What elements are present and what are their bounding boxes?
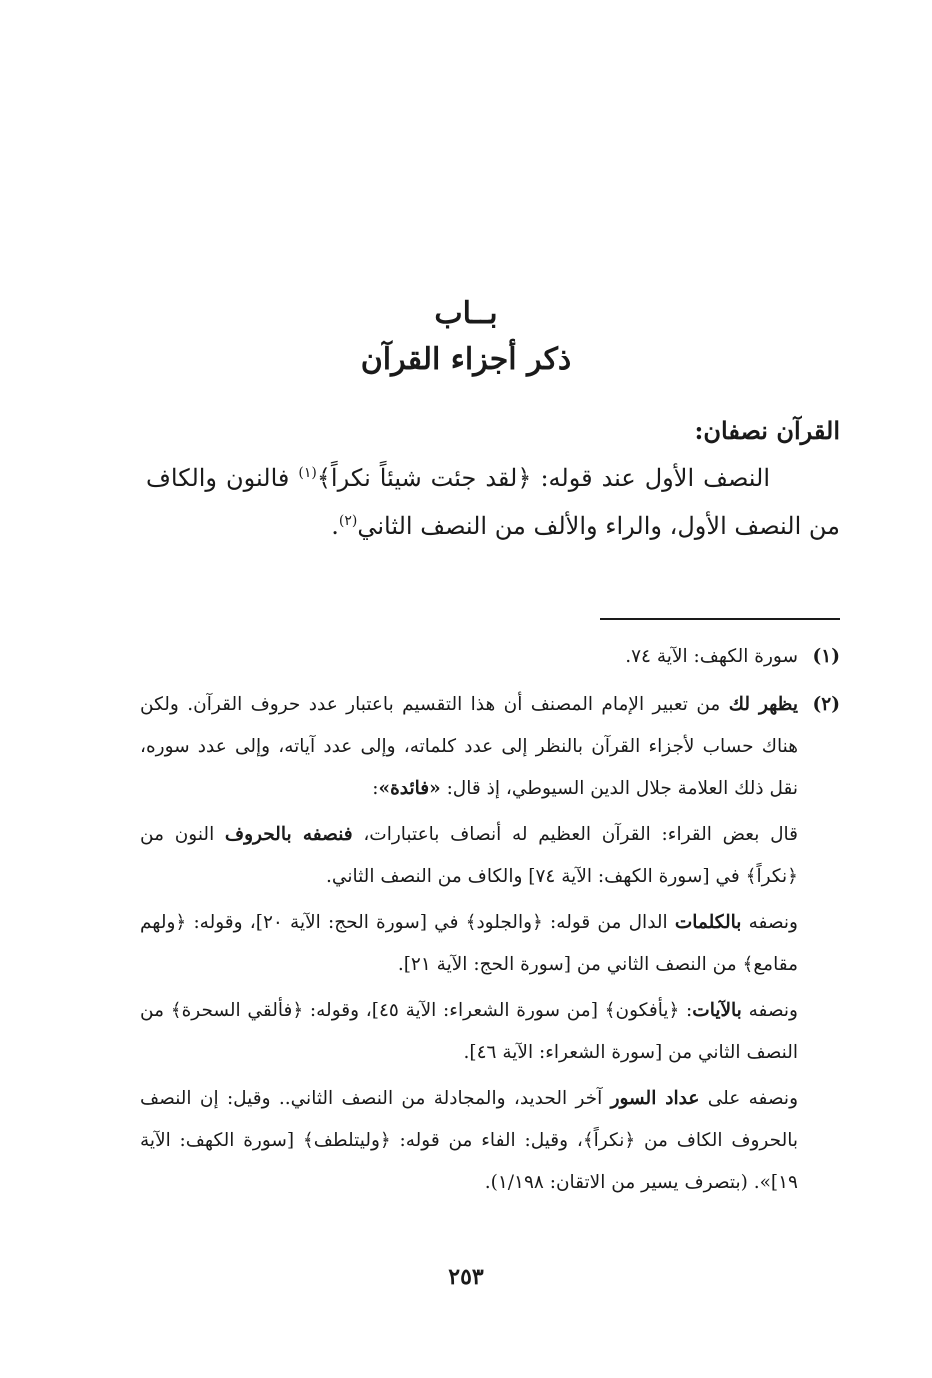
section-heading: القرآن نصفان: — [694, 416, 840, 445]
bold-text: بالكلمات — [674, 912, 742, 933]
footnote-1 — [140, 636, 840, 678]
footnote-number: (١) — [812, 646, 840, 667]
main-text-part-3: . — [331, 512, 339, 540]
main-text — [146, 454, 840, 550]
bold-text: فنصفه بالحروف — [224, 824, 353, 845]
footnote-separator — [600, 618, 840, 620]
footnote-paragraph — [140, 990, 798, 1074]
footnote-text: سورة الكهف: الآية ٧٤. — [625, 646, 798, 667]
chapter-title: ذكر أجزاء القرآن — [360, 342, 572, 377]
footnote-text: النون من ﴿نكراً﴾ في [سورة الكهف: الآية ٧٤] والكاف من النصف الثاني. — [140, 824, 798, 887]
footnote-text: الدال من قوله: ﴿والجلود﴾ في [سورة الحج: الآية ٢٠]، وقوله: ﴿ولهم مقامع﴾ من النصف الثاني من [سورة الحج: الآية ٢١]. — [140, 912, 798, 975]
bold-text: يظهر لك — [728, 694, 798, 715]
footnote-text: : ﴿يأفكون﴾ [من سورة الشعراء: الآية ٤٥]، وقوله: ﴿فألقي السحرة﴾ من النصف الثاني من [سورة الشعراء: الآية ٤٦]. — [140, 1000, 798, 1063]
bold-text: عداد السور — [610, 1088, 700, 1109]
footnotes — [140, 636, 840, 1208]
footnote-paragraph — [140, 1078, 798, 1204]
footnote-number: (٢) — [812, 694, 840, 715]
bold-text: «فائدة» — [378, 778, 441, 799]
footnote-paragraph — [140, 684, 798, 810]
footnote-2 — [140, 684, 840, 1204]
footnote-text: ونصفه على — [699, 1088, 799, 1109]
chapter-label: بــاب — [434, 296, 498, 331]
main-paragraph — [146, 454, 840, 550]
main-text-part-2: فالنون والكاف من النصف الأول، والراء والألف من النصف الثاني — [146, 464, 840, 540]
footnote-text: من تعبير الإمام المصنف أن هذا التقسيم باعتبار عدد حروف القرآن. ولكن هناك حساب لأجزاء القرآن بالنظر إلى عدد كلماته، وإلى عدد آياته، وإلى عدد سوره، نقل ذلك العلامة جلال الدين السيوطي، إذ قال: — [140, 694, 798, 799]
bold-text: بالآيات — [692, 1000, 742, 1021]
footnote-text: آخر الحديد، والمجادلة من النصف الثاني.. وقيل: إن النصف بالحروف الكاف من ﴿نكراً﴾، وقيل: الفاء من قوله: ﴿وليتلطف﴾ [سورة الكهف: الآية ١٩]». (بتصرف يسير من الاتقان: ١/١٩٨). — [140, 1088, 798, 1193]
footnote-ref-2: (٢) — [338, 513, 358, 529]
footnote-text: : — [372, 778, 379, 799]
footnote-paragraph — [140, 902, 798, 986]
footnote-text: ونصفه — [741, 912, 798, 933]
page-number: ٢٥٣ — [448, 1264, 484, 1290]
footnote-text: ونصفه — [741, 1000, 798, 1021]
footnote-ref-1: (١) — [298, 465, 317, 481]
footnote-paragraph — [140, 814, 798, 898]
footnote-text: قال بعض القراء: القرآن العظيم له أنصاف باعتبارات، — [352, 824, 798, 845]
main-text-part-1: النصف الأول عند قوله: ﴿لقد جئت شيئاً نكراً﴾ — [316, 464, 771, 492]
